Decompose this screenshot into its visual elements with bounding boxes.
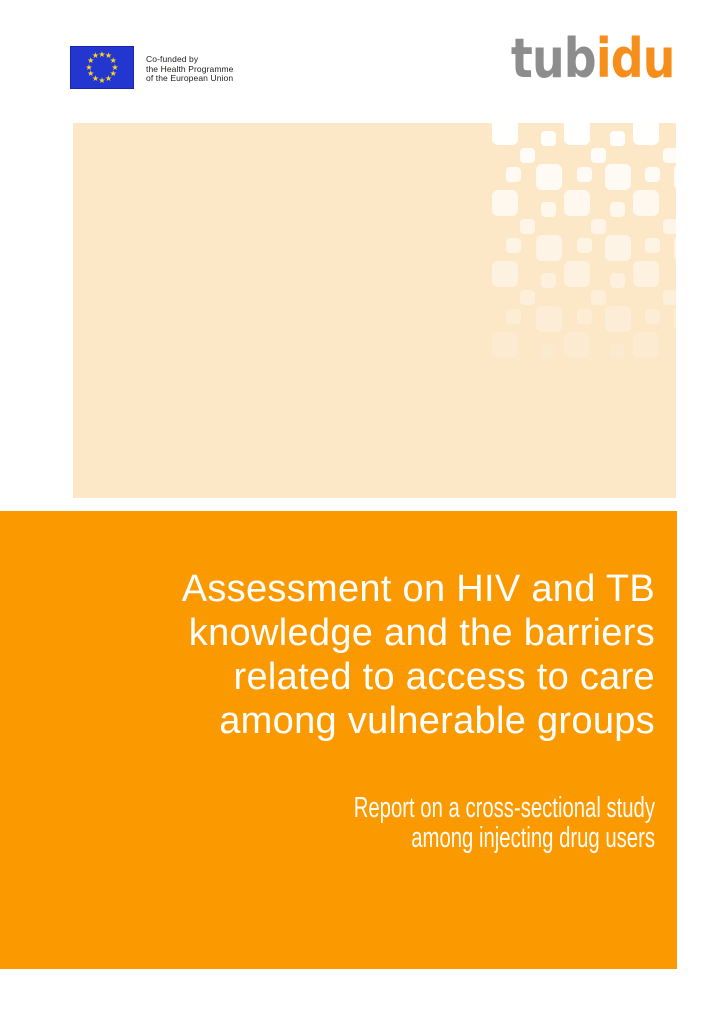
report-subtitle (197, 793, 656, 853)
title-banner (0, 511, 677, 969)
pattern-square (645, 238, 660, 253)
pattern-square (506, 238, 521, 253)
pattern-square (492, 332, 518, 358)
eu-star-icon: ★ (87, 56, 95, 65)
eu-star-icon: ★ (109, 56, 117, 65)
pattern-square (605, 306, 631, 332)
eu-star-icon: ★ (91, 51, 100, 61)
pattern-square (536, 164, 562, 190)
eu-star-icon: ★ (85, 62, 93, 72)
tubidu-logo-orange-part: idu (596, 27, 675, 90)
cover-art-panel (73, 123, 676, 498)
pattern-square (610, 344, 625, 359)
eu-star-icon: ★ (111, 62, 119, 72)
pattern-square (564, 332, 590, 358)
tubidu-logo (511, 27, 675, 90)
pattern-square (605, 235, 631, 261)
pattern-square (541, 202, 556, 217)
subtitle-line: Report on a cross-sectional study (353, 792, 655, 824)
pattern-square (645, 309, 660, 324)
subtitle-line: among injecting drug users (411, 822, 655, 854)
pattern-square (663, 219, 676, 234)
pattern-square (663, 290, 676, 305)
pattern-square (633, 332, 659, 358)
pattern-square (610, 202, 625, 217)
pattern-square (663, 148, 676, 163)
pattern-square (520, 290, 535, 305)
title-line: among vulnerable groups (219, 700, 655, 742)
pattern-square (492, 190, 518, 216)
report-title (0, 511, 655, 743)
pattern-square (645, 167, 660, 182)
pattern-square (506, 167, 521, 182)
pattern-square (674, 164, 676, 190)
pattern-square (633, 123, 659, 145)
pattern-square (674, 235, 676, 261)
pattern-square (591, 290, 606, 305)
eu-star-icon: ★ (98, 49, 106, 59)
pattern-square (536, 306, 562, 332)
pattern-square (564, 190, 590, 216)
pattern-square (633, 190, 659, 216)
pattern-square (610, 273, 625, 288)
title-line: Assessment on HIV and TB (181, 568, 655, 610)
eu-caption-line: Co-funded by (146, 54, 199, 64)
pattern-square (520, 219, 535, 234)
pattern-square (492, 123, 518, 145)
pattern-square (674, 306, 676, 332)
pattern-square (564, 261, 590, 287)
eu-star-icon: ★ (98, 75, 106, 85)
eu-cofunded-caption (146, 55, 234, 84)
eu-star-icon: ★ (91, 73, 100, 83)
tubidu-logo-gray-part: tub (511, 27, 597, 90)
pattern-square (610, 131, 625, 146)
pattern-square (536, 235, 562, 261)
pattern-square (564, 123, 590, 145)
eu-star-icon: ★ (104, 73, 113, 83)
pattern-square (541, 344, 556, 359)
eu-caption-line: of the European Union (146, 73, 234, 83)
pattern-square (577, 167, 592, 182)
pattern-square (605, 164, 631, 190)
eu-star-icon: ★ (104, 51, 113, 61)
pattern-square (492, 261, 518, 287)
pattern-square (591, 148, 606, 163)
title-line: knowledge and the barriers (188, 612, 655, 654)
pattern-square (633, 261, 659, 287)
pattern-square (520, 148, 535, 163)
pattern-square (577, 309, 592, 324)
pattern-square (541, 273, 556, 288)
pattern-square (541, 131, 556, 146)
eu-star-icon: ★ (87, 69, 95, 78)
pattern-square (577, 238, 592, 253)
title-line: related to access to care (233, 656, 655, 698)
eu-flag-icon (70, 46, 134, 89)
eu-star-icon: ★ (109, 69, 117, 78)
eu-caption-line: the Health Programme (146, 63, 234, 74)
pattern-square (591, 219, 606, 234)
pattern-square (506, 309, 521, 324)
